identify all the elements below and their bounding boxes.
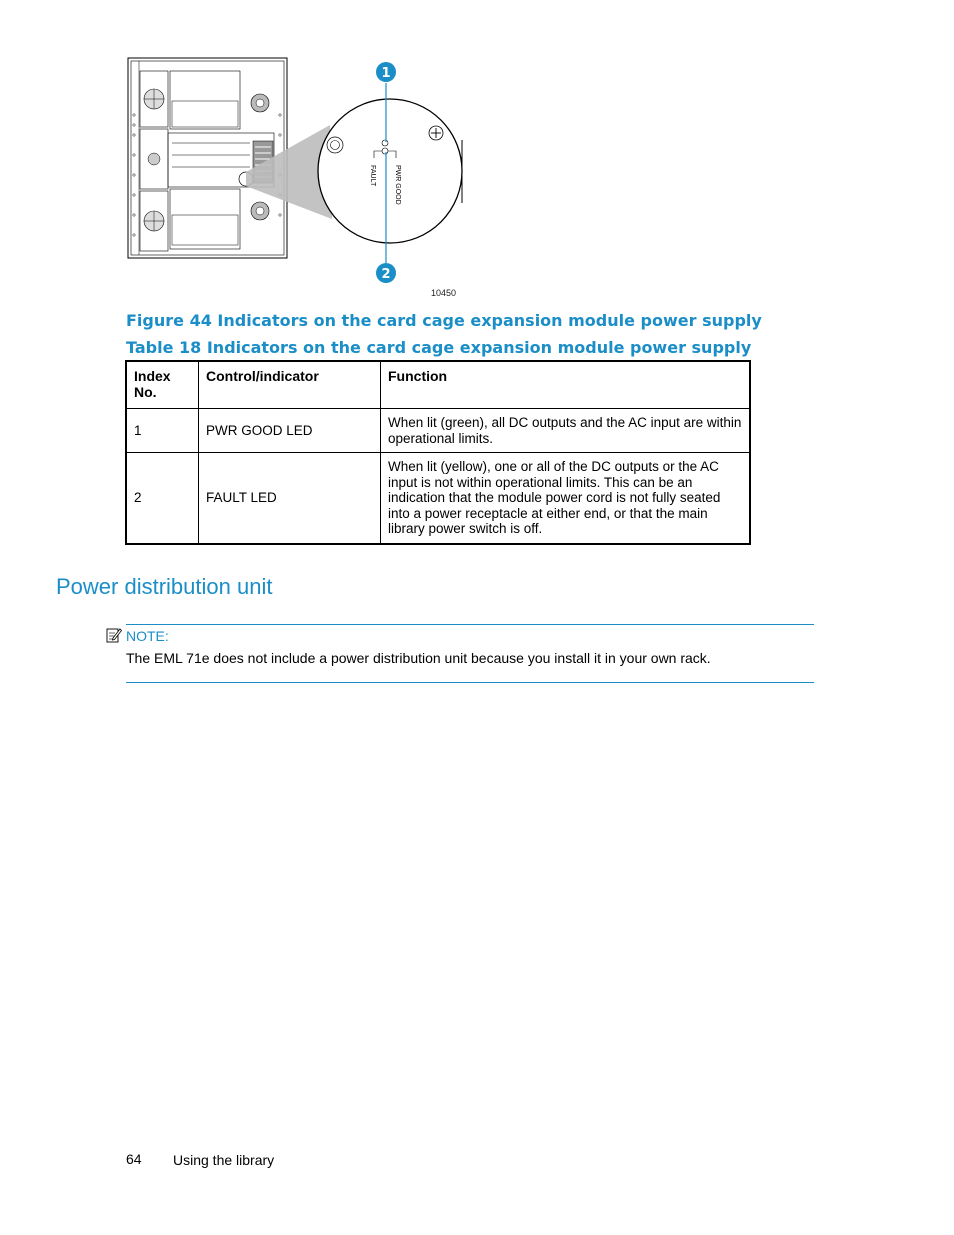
figure-id: 10450 <box>431 288 457 298</box>
svg-text:1: 1 <box>381 66 391 81</box>
power-supply-figure <box>120 55 480 305</box>
header-index: Index No. <box>126 361 199 409</box>
table-row <box>126 453 750 544</box>
footer-chapter: Using the library <box>173 1152 275 1168</box>
table-caption: Table 18 Indicators on the card cage expansion module power supply <box>126 338 752 357</box>
note-bottom-rule <box>126 682 814 683</box>
page-number: 64 <box>126 1151 142 1167</box>
row-function: When lit (yellow), one or all of the DC outputs or the AC input is not within operational limits. This can be an indication that the module power cord is not fully seated into a power receptacle at either end, or that the main library power switch is off. <box>381 453 751 544</box>
table-header-row <box>126 361 750 409</box>
header-control: Control/indicator <box>199 361 381 409</box>
row-index: 2 <box>126 453 199 544</box>
header-function: Function <box>381 361 751 409</box>
figure-caption: Figure 44 Indicators on the card cage expansion module power supply <box>126 311 762 330</box>
row-control: FAULT LED <box>199 453 381 544</box>
note-pencil-icon <box>106 627 122 643</box>
note-top-rule <box>126 624 814 625</box>
indicator-table <box>125 360 751 545</box>
row-control: PWR GOOD LED <box>199 409 381 453</box>
section-title: Power distribution unit <box>56 574 273 599</box>
module-illustration <box>120 55 480 305</box>
pwr-good-led-label: PWR GOOD <box>394 165 401 205</box>
fault-led-label: FAULT <box>369 165 376 187</box>
table-row <box>126 409 750 453</box>
note-label: NOTE: <box>126 628 169 644</box>
svg-text:2: 2 <box>381 267 391 282</box>
row-index: 1 <box>126 409 199 453</box>
note-text: The EML 71e does not include a power distribution unit because you install it in your own rack. <box>126 650 711 666</box>
row-function: When lit (green), all DC outputs and the AC input are within operational limits. <box>381 409 751 453</box>
